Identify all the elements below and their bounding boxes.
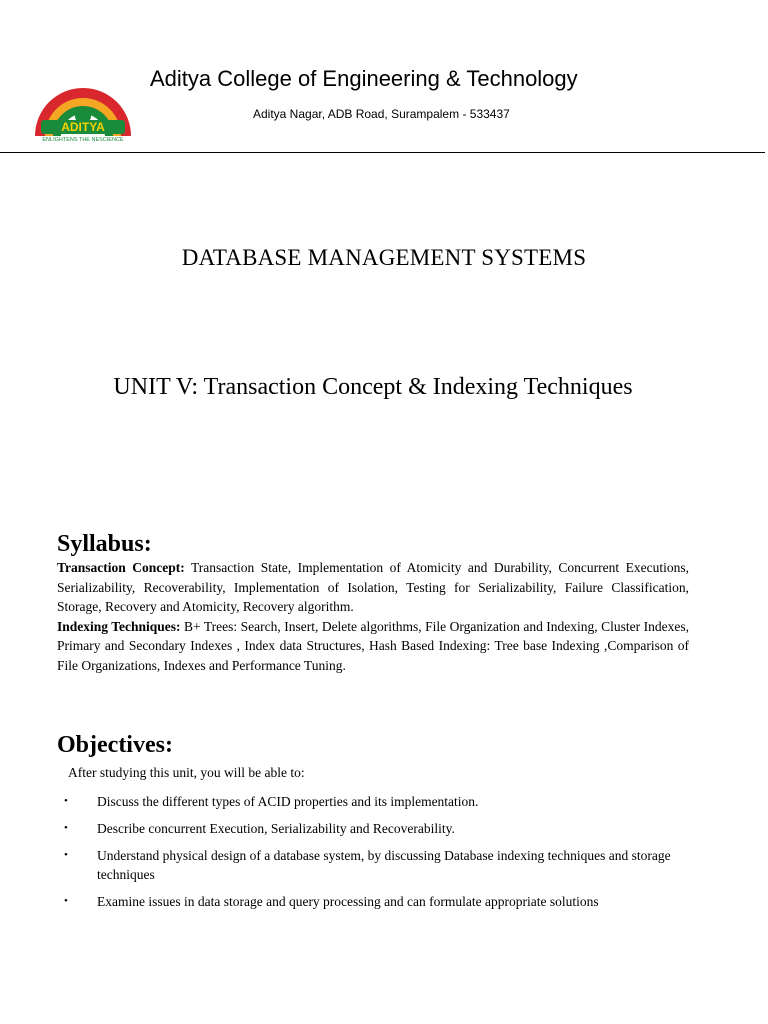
college-address: Aditya Nagar, ADB Road, Surampalem - 533437 — [253, 107, 510, 121]
objective-item — [62, 892, 672, 911]
syllabus-transaction-text: Transaction State, Implementation of Atomicity and Durability, Concurrent Executions, Serializability, Recoverability, Implementation of Isolation, Testing for Serializability, Failure Classification, Storage, Recovery and Atomicity, Recovery algorithm. — [57, 560, 690, 614]
syllabus-body — [57, 558, 689, 675]
college-logo-emblem — [31, 66, 135, 142]
logo-tagline: ENLIGHTENS THE NESCIENCE — [42, 137, 124, 142]
objective-text: Describe concurrent Execution, Serializability and Recoverability. — [97, 821, 455, 836]
objectives-heading: Objectives: — [57, 732, 173, 758]
header-divider — [0, 152, 765, 153]
objective-item — [62, 792, 672, 811]
course-title: DATABASE MANAGEMENT SYSTEMS — [181, 245, 587, 270]
objective-text: Understand physical design of a database system, by discussing Database indexing techniques and storage techniques — [97, 848, 671, 882]
syllabus-heading: Syllabus: — [57, 531, 152, 557]
objective-text: Examine issues in data storage and query processing and can formulate appropriate solutions — [97, 894, 599, 909]
logo-text: ADITYA — [61, 120, 105, 134]
bullet-icon: • — [64, 822, 68, 834]
objective-text: Discuss the different types of ACID properties and its implementation. — [97, 794, 479, 809]
bullet-icon: • — [64, 849, 68, 861]
college-name: Aditya College of Engineering & Technology — [150, 66, 578, 91]
syllabus-transaction-label: Transaction Concept: — [57, 560, 185, 575]
college-logo — [31, 66, 135, 142]
syllabus-indexing-paragraph — [57, 617, 689, 676]
objective-item — [62, 819, 672, 838]
bullet-icon: • — [64, 895, 68, 907]
syllabus-indexing-text: B+ Trees: Search, Insert, Delete algorithms, File Organization and Indexing, Cluster Indexes, Primary and Secondary Indexes , Index data Structures, Hash Based Indexing: Tree base Indexing ,Comparison of File Organizations, Indexes and Performance Tuning. — [57, 618, 689, 673]
unit-title: UNIT V: Transaction Concept & Indexing Techniques — [113, 374, 633, 400]
syllabus-transaction-paragraph — [57, 558, 689, 617]
objective-item — [62, 846, 672, 884]
objectives-list — [62, 792, 672, 919]
objectives-intro: After studying this unit, you will be able to: — [68, 765, 305, 780]
syllabus-indexing-label: Indexing Techniques: — [57, 618, 181, 634]
bullet-icon: • — [64, 795, 68, 807]
